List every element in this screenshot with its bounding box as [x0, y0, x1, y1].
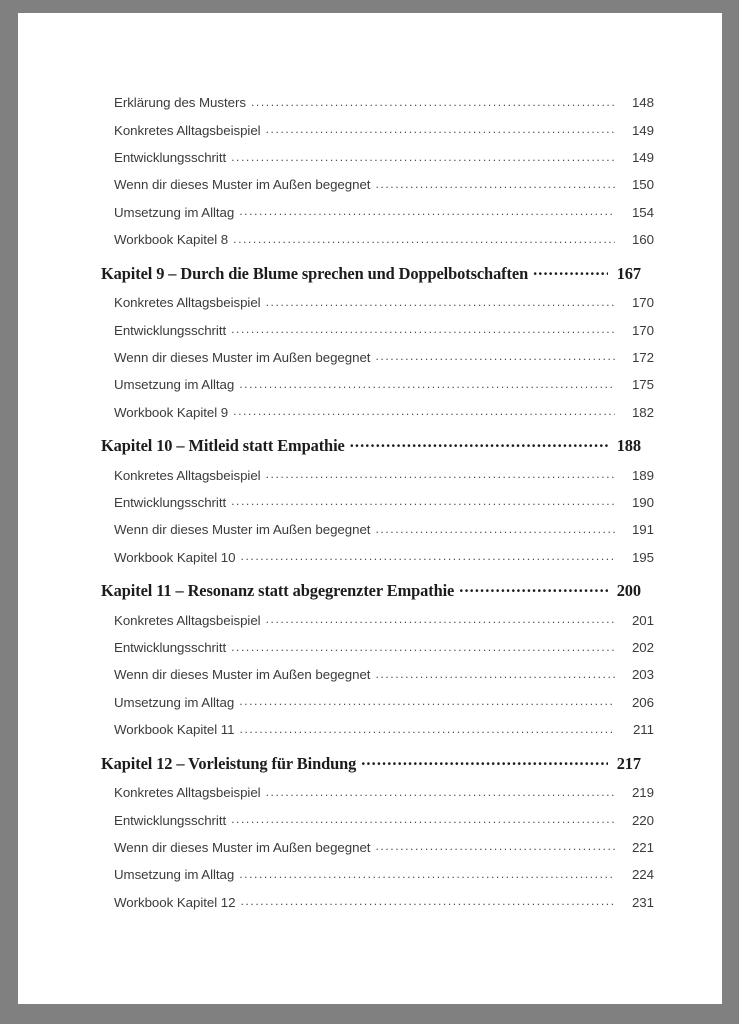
dot-leader: [266, 466, 615, 479]
toc-entry-title: Konkretes Alltagsbeispiel: [114, 467, 261, 483]
dot-leader: [233, 231, 615, 244]
toc-entry-row[interactable]: [101, 204, 654, 231]
dot-leader: [239, 694, 615, 707]
toc-entry-page-number: 231: [631, 894, 654, 910]
toc-entry-row[interactable]: [101, 721, 654, 748]
toc-entry-row[interactable]: [101, 893, 654, 920]
toc-chapter-title: Kapitel 10 – Mitleid statt Empathie: [101, 436, 345, 456]
toc-entry-row[interactable]: [101, 811, 654, 838]
toc-chapter-title: Kapitel 9 – Durch die Blume sprechen und Doppelbotschaften: [101, 263, 529, 283]
toc-entry-title: Entwicklungsschritt: [114, 640, 227, 656]
dot-leader: [239, 204, 615, 217]
toc-entry-page-number: 148: [631, 95, 654, 111]
toc-entry-page-number: 220: [631, 812, 654, 828]
dot-leader: [361, 752, 608, 768]
toc-entry-title: Workbook Kapitel 11: [114, 722, 235, 738]
dot-leader: [231, 639, 615, 652]
dot-leader: [266, 611, 615, 624]
toc-entry-row[interactable]: [101, 611, 654, 638]
toc-entry-title: Umsetzung im Alltag: [114, 377, 235, 393]
toc-entry-page-number: 189: [631, 467, 654, 483]
toc-entry-row[interactable]: [101, 149, 654, 176]
toc-entry-row[interactable]: [101, 403, 654, 430]
dot-leader: [375, 839, 615, 852]
toc-entry-page-number: 170: [631, 295, 654, 311]
toc-chapter-page-number: 188: [616, 436, 641, 456]
dot-leader: [375, 521, 615, 534]
dot-leader: [375, 666, 615, 679]
table-of-contents: [101, 94, 654, 921]
toc-entry-page-number: 191: [631, 522, 654, 538]
dot-leader: [459, 580, 608, 596]
toc-entry-page-number: 172: [631, 349, 654, 365]
dot-leader: [251, 94, 615, 107]
dot-leader: [231, 149, 615, 162]
dot-leader: [241, 893, 615, 906]
toc-entry-row[interactable]: [101, 466, 654, 493]
toc-entry-page-number: 160: [631, 232, 654, 248]
toc-entry-row[interactable]: [101, 548, 654, 575]
toc-entry-page-number: 202: [631, 640, 654, 656]
dot-leader: [231, 494, 615, 507]
toc-entry-row[interactable]: [101, 121, 654, 148]
toc-entry-row[interactable]: [101, 494, 654, 521]
toc-entry-title: Konkretes Alltagsbeispiel: [114, 295, 261, 311]
toc-entry-title: Wenn dir dieses Muster im Außen begegnet: [114, 839, 371, 855]
dot-leader: [241, 548, 615, 561]
toc-entry-row[interactable]: [101, 231, 654, 258]
dot-leader: [239, 866, 615, 879]
toc-chapter-page-number: 167: [616, 263, 641, 283]
toc-entry-page-number: 201: [631, 612, 654, 628]
toc-entry-page-number: 182: [631, 404, 654, 420]
dot-leader: [375, 176, 615, 189]
toc-entry-page-number: 211: [632, 722, 654, 738]
toc-chapter-row[interactable]: [101, 435, 641, 464]
toc-entry-row[interactable]: [101, 666, 654, 693]
document-page: [18, 13, 722, 1004]
toc-entry-page-number: 149: [631, 122, 654, 138]
toc-entry-page-number: 203: [631, 667, 654, 683]
toc-entry-page-number: 154: [631, 204, 654, 220]
toc-chapter-title: Kapitel 11 – Resonanz statt abgegrenzter Empathie: [101, 581, 455, 601]
toc-entry-title: Entwicklungsschritt: [114, 322, 227, 338]
dot-leader: [533, 262, 608, 278]
toc-entry-title: Workbook Kapitel 9: [114, 404, 229, 420]
toc-entry-title: Konkretes Alltagsbeispiel: [114, 612, 261, 628]
dot-leader: [266, 784, 615, 797]
toc-entry-title: Konkretes Alltagsbeispiel: [114, 122, 261, 138]
toc-entry-row[interactable]: [101, 639, 654, 666]
toc-chapter-row[interactable]: [101, 580, 641, 609]
toc-chapter-title: Kapitel 12 – Vorleistung für Bindung: [101, 753, 357, 773]
toc-entry-row[interactable]: [101, 94, 654, 121]
toc-entry-row[interactable]: [101, 349, 654, 376]
toc-entry-page-number: 195: [631, 549, 654, 565]
toc-entry-page-number: 219: [631, 785, 654, 801]
toc-entry-row[interactable]: [101, 839, 654, 866]
toc-entry-page-number: 175: [631, 377, 654, 393]
toc-entry-row[interactable]: [101, 321, 654, 348]
toc-entry-page-number: 170: [631, 322, 654, 338]
toc-entry-row[interactable]: [101, 784, 654, 811]
toc-entry-title: Umsetzung im Alltag: [114, 867, 235, 883]
toc-entry-row[interactable]: [101, 866, 654, 893]
toc-entry-title: Workbook Kapitel 10: [114, 549, 236, 565]
toc-entry-row[interactable]: [101, 521, 654, 548]
toc-entry-row[interactable]: [101, 694, 654, 721]
toc-entry-row[interactable]: [101, 176, 654, 203]
toc-entry-page-number: 190: [631, 494, 654, 510]
toc-chapter-row[interactable]: [101, 262, 641, 291]
toc-entry-title: Wenn dir dieses Muster im Außen begegnet: [114, 522, 371, 538]
toc-entry-title: Umsetzung im Alltag: [114, 204, 235, 220]
dot-leader: [233, 403, 615, 416]
dot-leader: [231, 811, 615, 824]
toc-chapter-page-number: 217: [616, 753, 641, 773]
toc-entry-page-number: 150: [631, 177, 654, 193]
toc-entry-title: Workbook Kapitel 12: [114, 894, 236, 910]
toc-entry-title: Erklärung des Musters: [114, 95, 246, 111]
dot-leader: [239, 376, 615, 389]
dot-leader: [266, 294, 615, 307]
dot-leader: [266, 121, 615, 134]
dot-leader: [375, 349, 615, 362]
toc-entry-title: Umsetzung im Alltag: [114, 694, 235, 710]
toc-entry-title: Wenn dir dieses Muster im Außen begegnet: [114, 177, 371, 193]
toc-entry-title: Wenn dir dieses Muster im Außen begegnet: [114, 667, 371, 683]
toc-entry-row[interactable]: [101, 376, 654, 403]
toc-entry-row[interactable]: [101, 294, 654, 321]
toc-entry-page-number: 224: [631, 867, 654, 883]
toc-entry-page-number: 149: [631, 150, 654, 166]
toc-entry-title: Entwicklungsschritt: [114, 812, 227, 828]
toc-entry-page-number: 221: [631, 839, 654, 855]
toc-chapter-row[interactable]: [101, 752, 641, 781]
toc-entry-title: Konkretes Alltagsbeispiel: [114, 785, 261, 801]
toc-entry-title: Workbook Kapitel 8: [114, 232, 229, 248]
toc-entry-page-number: 206: [631, 694, 654, 710]
dot-leader: [350, 435, 608, 451]
toc-chapter-page-number: 200: [616, 581, 641, 601]
toc-entry-title: Wenn dir dieses Muster im Außen begegnet: [114, 349, 371, 365]
toc-entry-title: Entwicklungsschritt: [114, 494, 227, 510]
dot-leader: [231, 321, 615, 334]
toc-entry-title: Entwicklungsschritt: [114, 150, 227, 166]
dot-leader: [240, 721, 615, 734]
